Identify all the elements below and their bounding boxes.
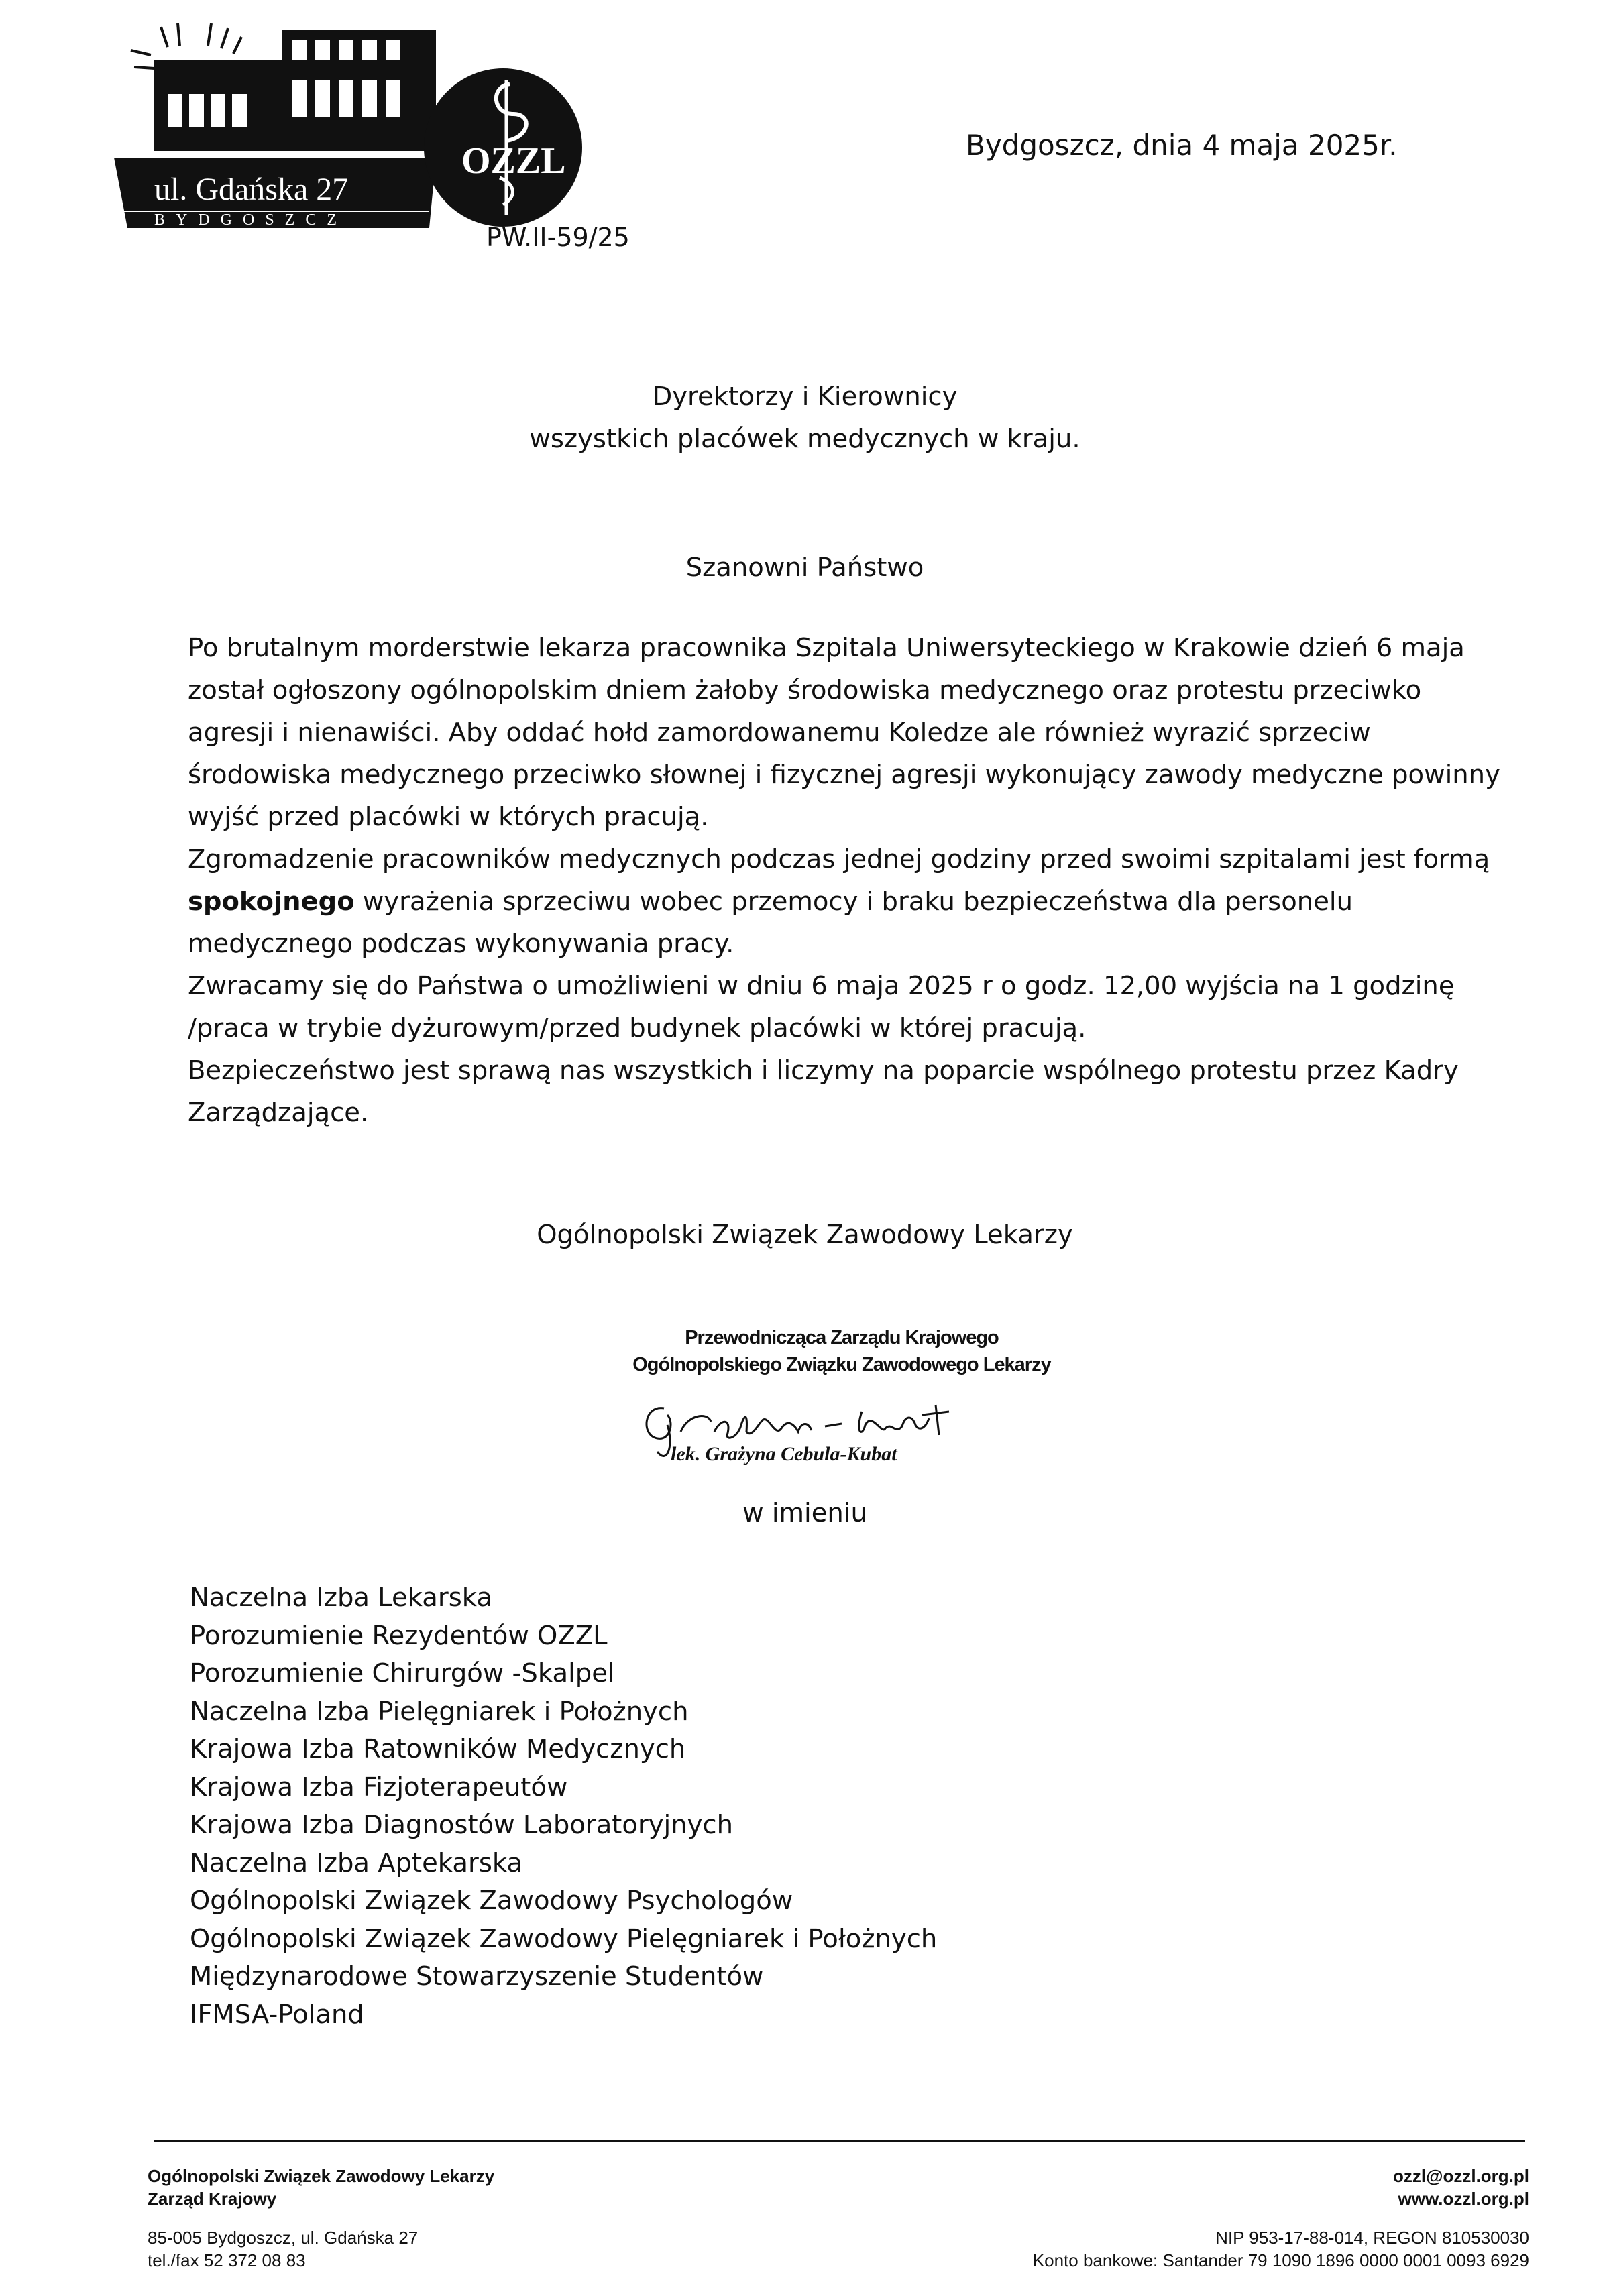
list-item: Międzynarodowe Stowarzyszenie Studentów [190, 1961, 764, 1992]
footer-contact [1006, 2165, 1529, 2210]
list-item: Ogólnopolski Związek Zawodowy Pielęgniarek i Położnych [190, 1923, 938, 1954]
list-item: IFMSA-Poland [190, 1999, 364, 2030]
ozzl-emblem [424, 68, 582, 227]
list-item: Porozumienie Chirurgów -Skalpel [190, 1658, 615, 1688]
list-item: Naczelna Izba Lekarska [190, 1583, 492, 1613]
stamp-line: Ogólnopolskiego Związku Zawodowego Lekarzy [632, 1354, 1051, 1375]
body-paragraph [188, 838, 1502, 965]
letterhead-city: BYDGOSZCZ [154, 211, 348, 229]
footer-phone: tel./fax 52 372 08 83 [148, 2250, 306, 2271]
list-item: Porozumienie Rezydentów OZZL [190, 1620, 608, 1651]
letterhead-logo [114, 20, 584, 241]
footer-identifiers [872, 2226, 1529, 2272]
letterhead-street: ul. Gdańska 27 [154, 172, 349, 207]
footer-org-name: Ogólnopolski Związek Zawodowy Lekarzy [148, 2166, 495, 2186]
footer-divider [154, 2140, 1525, 2142]
footer-address-block [148, 2226, 418, 2272]
footer-website-link[interactable]: www.ozzl.org.pl [1398, 2189, 1529, 2209]
body-paragraph: Zwracamy się do Państwa o umożliwieni w dniu 6 maja 2025 r o godz. 12,00 wyjścia na 1 godzinę /praca w trybie dyżurowym/przed budynek placówki w której pracują. [188, 971, 1455, 1043]
list-item: Naczelna Izba Aptekarska [190, 1847, 523, 1878]
addressee-line: wszystkich placówek medycznych w kraju. [529, 424, 1080, 454]
body-paragraph: Po brutalnym morderstwie lekarza pracownika Szpitala Uniwersyteckiego w Krakowie dzień 6 maja został ogłoszony ogólnopolskim dniem żałoby środowiska medycznego oraz protestu przeciwko agresji i nienawiści. Aby oddać hołd zamordowanemu Koledze ale również wyrazić sprzeciw środowiska medycznego przeciwko słownej i fizycznej agresji wykonujący zawody medyczne powinny wyjść przed placówki w których pracują. [188, 633, 1500, 832]
signature-stamp [584, 1324, 1100, 1378]
list-item: Naczelna Izba Pielęgniarek i Położnych [190, 1696, 689, 1727]
emphasis-text: spokojnego [188, 886, 355, 917]
letter-date: Bydgoszcz, dnia 4 maja 2025r. [966, 129, 1398, 162]
footer-organization [148, 2165, 494, 2210]
addressee [335, 376, 1274, 460]
footer-address: 85-005 Bydgoszcz, ul. Gdańska 27 [148, 2228, 419, 2248]
footer-bank-account: Konto bankowe: Santander 79 1090 1896 0000 0001 0093 6929 [1032, 2250, 1529, 2271]
on-behalf-label: w imieniu [742, 1498, 867, 1528]
list-item: Krajowa Izba Ratowników Medycznych [190, 1734, 686, 1764]
list-item: Krajowa Izba Fizjoterapeutów [190, 1772, 568, 1802]
sender-organization: Ogólnopolski Związek Zawodowy Lekarzy [537, 1220, 1073, 1250]
footer-org-unit: Zarząd Krajowy [148, 2189, 277, 2209]
footer-tax-ids: NIP 953-17-88-014, REGON 810530030 [1215, 2228, 1529, 2248]
addressee-line: Dyrektorzy i Kierownicy [652, 382, 958, 412]
stamp-line: Przewodnicząca Zarządu Krajowego [685, 1327, 999, 1348]
signatory-name: lek. Grażyna Cebula-Kubat [671, 1443, 897, 1465]
body-text-span: wyrażenia sprzeciwu wobec przemocy i braku bezpieczeństwa dla personelu medycznego podczas wykonywania pracy. [188, 886, 1353, 959]
body-paragraph: Bezpieczeństwo jest sprawą nas wszystkich i liczymy na poparcie wspólnego protestu przez Kadry Zarządzające. [188, 1055, 1459, 1128]
list-item: Ogólnopolski Związek Zawodowy Psychologów [190, 1886, 793, 1916]
body-text-span: Zgromadzenie pracowników medycznych podczas jednej godziny przed swoimi szpitalami jest formą [188, 844, 1490, 874]
co-signing-organizations [190, 1579, 937, 2034]
salutation: Szanowni Państwo [685, 553, 924, 583]
letter-body [188, 627, 1502, 1134]
list-item: Krajowa Izba Diagnostów Laboratoryjnych [190, 1810, 734, 1840]
reference-number: PW.II-59/25 [486, 223, 630, 252]
emblem-label: OZZL [461, 140, 566, 182]
building-graphic [154, 30, 436, 151]
footer-email-link[interactable]: ozzl@ozzl.org.pl [1393, 2166, 1529, 2186]
